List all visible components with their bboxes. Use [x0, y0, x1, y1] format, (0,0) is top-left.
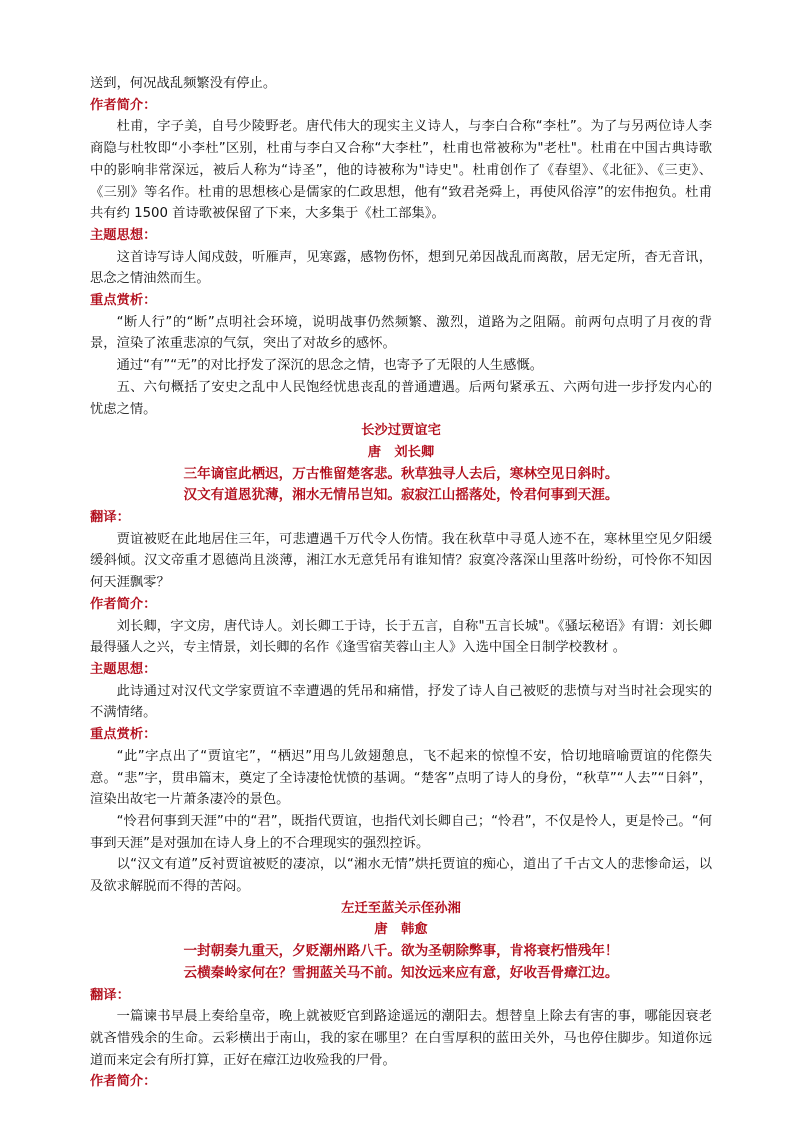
- section-heading: 作者简介：: [90, 596, 157, 612]
- poem-title: 长沙过贾谊宅: [361, 423, 441, 439]
- poem-title: 唐 刘长卿: [367, 444, 435, 460]
- poem-verse: 一封朝奏九重天，夕贬潮州路八千。欲为圣朝除弊事，肯将衰朽惜残年！: [183, 943, 619, 960]
- section-heading: 主题思想：: [90, 661, 157, 677]
- poem-title: 唐 韩愈: [374, 922, 428, 938]
- paragraph: 一篇谏书早晨上奏给皇帝，晚上就被贬官到路途遥远的潮阳去。想替皇上除去有害的事，哪能因衰老就吝惜残余的生命。云彩横出于南山，我的家在哪里？在白雪厚积的蓝田关外，马也停住脚步。知道你远道而来定会有所打算，正好在瘴江边收殓我的尸骨。: [90, 1009, 712, 1068]
- paragraph: 以“汉文有道”反衬贾谊被贬的凄凉，以“湘水无情”烘托贾谊的痴心，道出了千古文人的悲惨命运，以及欲求解脱而不得的苦闷。: [90, 857, 712, 895]
- paragraph: 通过“有”“无”的对比抒发了深沉的思念之情，也寄予了无限的人生感慨。: [116, 358, 544, 374]
- paragraph: 刘长卿，字文房，唐代诗人。刘长卿工于诗，长于五言，自称"五言长城"。《骚坛秘语》有谓：刘长卿最得骚人之兴，专主情景，刘长卿的名作《逢雪宿芙蓉山主人》入选中国全日制学校教材 。: [90, 618, 712, 656]
- paragraph: “断人行”的“断”点明社会环境，说明战事仍然频繁、激烈，道路为之阻隔。前两句点明了月夜的背景，渲染了浓重悲凉的气氛，突出了对故乡的感怀。: [90, 314, 712, 352]
- section-heading: 作者简介：: [90, 1074, 157, 1090]
- paragraph: 杜甫，字子美，自号少陵野老。唐代伟大的现实主义诗人，与李白合称“李杜”。为了与另两位诗人李商隐与杜牧即“小李杜”区别，杜甫与李白又合称“大李杜”，杜甫也常被称为"老杜"。杜甫在中国古典诗歌中的影响非常深远，被后人称为“诗圣”，他的诗被称为"诗史"。杜甫创作了《春望》、《北征》、《三吏》、《三别》等名作。杜甫的思想核心是儒家的仁政思想，他有“致君尧舜上，再使风俗淳”的宏伟抱负。杜甫共有约 1500 首诗歌被保留了下来，大多集于《杜工部集》。: [90, 119, 712, 222]
- paragraph: 贾谊被贬在此地居住三年，可悲遭遇千万代令人伤情。我在秋草中寻觅人迹不在，寒林里空见夕阳缓缓斜倾。汉文帝重才恩德尚且淡薄，湘江水无意凭吊有谁知情？寂寞冷落深山里落叶纷纷，可怜你不知因何天涯飘零？: [90, 531, 712, 591]
- paragraph: 送到，何况战乱频繁没有停止。: [90, 76, 277, 91]
- poem-verse: 云横秦岭家何在？雪拥蓝关马不前。知汝远来应有意，好收吾骨瘴江边。: [183, 964, 619, 981]
- document-page: [90, 73, 712, 1093]
- paragraph: 这首诗写诗人闻戍鼓，听雁声，见寒露，感物伤怀，想到兄弟因战乱而离散，居无定所，杳无音讯，思念之情油然而生。: [90, 249, 712, 287]
- poem-verse: 三年谪宦此栖迟，万古惟留楚客悲。秋草独寻人去后，寒林空见日斜时。: [183, 465, 619, 482]
- section-heading: 重点赏析：: [90, 293, 157, 309]
- poem-title: 左迁至蓝关示侄孙湘: [341, 900, 461, 916]
- paragraph: 五、六句概括了安史之乱中人民饱经忧患丧乱的普通遭遇。后两句紧承五、六两句进一步抒发内心的忧虑之情。: [90, 379, 712, 417]
- paragraph: “怜君何事到天涯”中的“君”，既指代贾谊，也指代刘长卿自己；“怜君”，不仅是怜人，更是怜己。“何事到天涯”是对强加在诗人身上的不合理现实的强烈控诉。: [90, 813, 712, 851]
- section-heading: 主题思想：: [90, 227, 157, 243]
- section-heading: 翻译：: [90, 987, 130, 1003]
- section-heading: 作者简介：: [90, 97, 157, 113]
- section-heading: 翻译：: [90, 510, 130, 526]
- section-heading: 重点赏析：: [90, 727, 157, 743]
- poem-verse: 汉文有道恩犹薄，湘水无情吊岂知。寂寂江山摇落处，怜君何事到天涯。: [183, 487, 619, 504]
- paragraph: 此诗通过对汉代文学家贾谊不幸遭遇的凭吊和痛惜，抒发了诗人自己被贬的悲愤与对当时社会现实的不满情绪。: [90, 683, 712, 721]
- paragraph: “此”字点出了“贾谊宅”，“栖迟”用鸟儿敛翅憩息，飞不起来的惊惶不安，恰切地暗喻贾谊的侘傺失意。“悲”字，贯串篇末，奠定了全诗凄怆忧愤的基调。“楚客”点明了诗人的身份，“秋草”“人去”“日斜”，渲染出故宅一片萧条凄冷的景色。: [90, 748, 712, 808]
